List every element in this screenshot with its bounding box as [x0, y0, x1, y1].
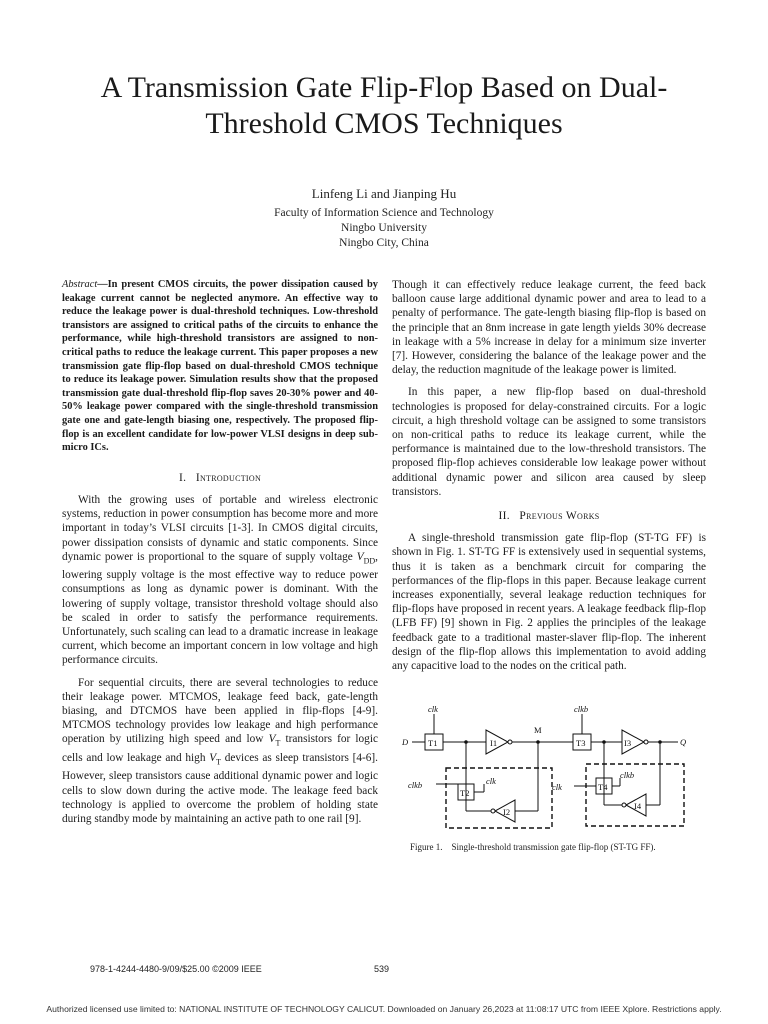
label-q-output: Q — [680, 737, 687, 747]
label-clkb-t3: clkb — [574, 704, 589, 714]
label-t4: T4 — [598, 782, 608, 792]
subscript: DD — [363, 555, 376, 565]
section-number: I. — [178, 471, 187, 484]
section-title: Previous Works — [519, 510, 600, 523]
subscript: T — [216, 757, 222, 767]
section-heading-previous-works — [392, 509, 706, 523]
abstract-text: —In present CMOS circuits, the power dissipation caused by leakage current cannot be neglected anymore. An effective way to reduce the leakage power is dual-threshold techniques. Low-threshold transistors are assigned to critical paths of the circuits to enhance the performance, while high-threshold transistors are assigned to non-critical paths to reduce the leakage current. This paper proposes a new transmission gate flip-flop based on dual-threshold CMOS technique to reduce its leakage power. Simulation results show that the proposed transmission gate dual-threshold flip-flop saves 20-30% power and 40-50% leakage power compared with the single-threshold transmission gate one and gate-length biasing one, respectively. The proposed flip-flop is an excellent candidate for low-power VLSI designs in deep sub-micro ICs. — [62, 279, 378, 454]
paragraph-text: With the growing uses of portable and wireless electronic systems, reduction in power consumption has become more and more important in today’s VLSI circuits [1-3]. In CMOS digital circuits, power dissipation consists of dynamic and static components. Since dynamic power is proportional to the square of supply voltage — [62, 493, 378, 563]
right-paragraph-2: In this paper, a new flip-flop based on dual-threshold technologies is proposed for delay-constrained circuits. For a logic circuit, a high threshold voltage can be assigned to some transistors on non-critical paths to reduce its leakage current, while the performance is maintained due to the low-threshold transistors. The proposed flip-flop achieves considerable low leakage power without additional dynamic power and silicon area caused by sleep transistors. — [392, 386, 706, 498]
footer-authorized-use: Authorized licensed use limited to: NATIONAL INSTITUTE OF TECHNOLOGY CALICUT. Downloaded on January 26,2023 at 11:08:17 UTC from IEEE Xplore. Restrictions apply. — [46, 1004, 722, 1014]
affiliation-university: Ningbo University — [341, 222, 427, 234]
paragraph-text: transistors for logic cells and low leakage and high — [62, 733, 378, 764]
dashed-feedback-box-master — [446, 768, 552, 828]
intro-paragraph-1 — [62, 493, 378, 668]
label-i1: I1 — [490, 738, 498, 748]
section-number: II. — [498, 510, 510, 523]
symbol: V — [209, 751, 217, 764]
label-clk-t1: clk — [428, 704, 438, 714]
intro-paragraph-2 — [62, 676, 378, 827]
paragraph-text: For sequential circuits, there are several technologies to reduce their leakage power. MTCMOS, leakage feed back, gate-length biasing, and DTCMOS have been applied in flip-flops [4-9]. MTCMOS technology provides low leakage and high performance operation by utilizing high speed and low — [62, 676, 378, 746]
label-d-input: D — [402, 737, 409, 747]
label-clk-t2: clk — [486, 776, 496, 786]
subscript: T — [275, 738, 281, 748]
figure-1-caption — [410, 842, 710, 852]
paragraph-text: , lowering supply voltage is the most effective way to reduce power consumptions as long as dynamic power is dominant. With the lowering of supply voltage, transistor threshold voltage should also be scaled in order to satisfy the performance requirements. Unfortunately, such scaling can lead to a dramatic increase in leakage current, which become an important concern in low voltage and high performance circuits. — [62, 550, 378, 667]
abstract-label: Abstract — [62, 279, 98, 290]
section-heading-introduction — [62, 471, 378, 485]
label-clkb-t4: clkb — [620, 770, 635, 780]
label-t2: T2 — [460, 788, 470, 798]
symbol: V — [356, 550, 364, 563]
figure-1-circuit — [398, 702, 704, 830]
abstract — [62, 278, 378, 455]
symbol: V — [268, 733, 276, 746]
label-i3: I3 — [624, 738, 632, 748]
label-clk-t4: clk — [552, 782, 562, 792]
label-t1: T1 — [428, 738, 438, 748]
label-i4: I4 — [634, 801, 642, 811]
caption-label: Figure 1. — [410, 842, 443, 852]
footer-isbn: 978-1-4244-4480-9/09/$25.00 ©2009 IEEE — [90, 964, 262, 974]
paper-title: A Transmission Gate Flip-Flop Based on Dual-Threshold CMOS Techniques — [100, 71, 668, 140]
authors: Linfeng Li and Jianping Hu — [311, 186, 457, 201]
caption-text: Single-threshold transmission gate flip-flop (ST-TG FF). — [451, 842, 656, 852]
dashed-feedback-box-slave — [586, 764, 684, 826]
label-clkb-t2: clkb — [408, 780, 423, 790]
section-title: Introduction — [195, 471, 262, 484]
previous-works-paragraph: A single-threshold transmission gate flip-flop (ST-TG FF) is shown in Fig. 1. ST-TG FF is extensively used in sequential systems, thus it is taken as a benchmark circuit for comparing the performances of the flip-flops in this paper. Because leakage current increases exponentially, several leakage reduction techniques for flip-flops have proposed in recent years. A leakage feedback flip-flop (LFB FF) [9] shown in Fig. 2 applies the principles of the leakage feedback gate to a traditional master-slaver flip-flop. The inherent design of the flip-flop allows this implementation to avoid adding any capacitive load to the nodes on the critical path. — [392, 532, 706, 673]
affiliation-department: Faculty of Information Science and Technology — [274, 207, 494, 219]
left-column — [62, 278, 378, 834]
label-i2: I2 — [503, 807, 511, 817]
label-t3: T3 — [576, 738, 586, 748]
footer-page-number: 539 — [374, 964, 390, 974]
label-node-m: M — [534, 725, 542, 735]
paragraph-text: devices as sleep transistors [4-6]. However, sleep transistors cause additional dynamic power and logic cells to slow down during the active mode. The leakage feed back technology is applied to overcome the problem of holding state during standby mode by maintaining an active path to one rail [9]. — [62, 751, 378, 825]
affiliation-city: Ningbo City, China — [339, 237, 429, 249]
right-column — [392, 278, 706, 681]
right-paragraph-1: Though it can effectively reduce leakage current, the feed back balloon cause large additional dynamic power and area to lead to a penalty of performance. The gate-length biasing flip-flop is based on the principle that an 8nm increase in gate length yields 30% decrease in leakage with a 5% increase in delay for a minimum size inverter [7]. However, considering the balance of the leakage power and the delay, the reduction magnitude of the leakage power is limited. — [392, 279, 706, 377]
